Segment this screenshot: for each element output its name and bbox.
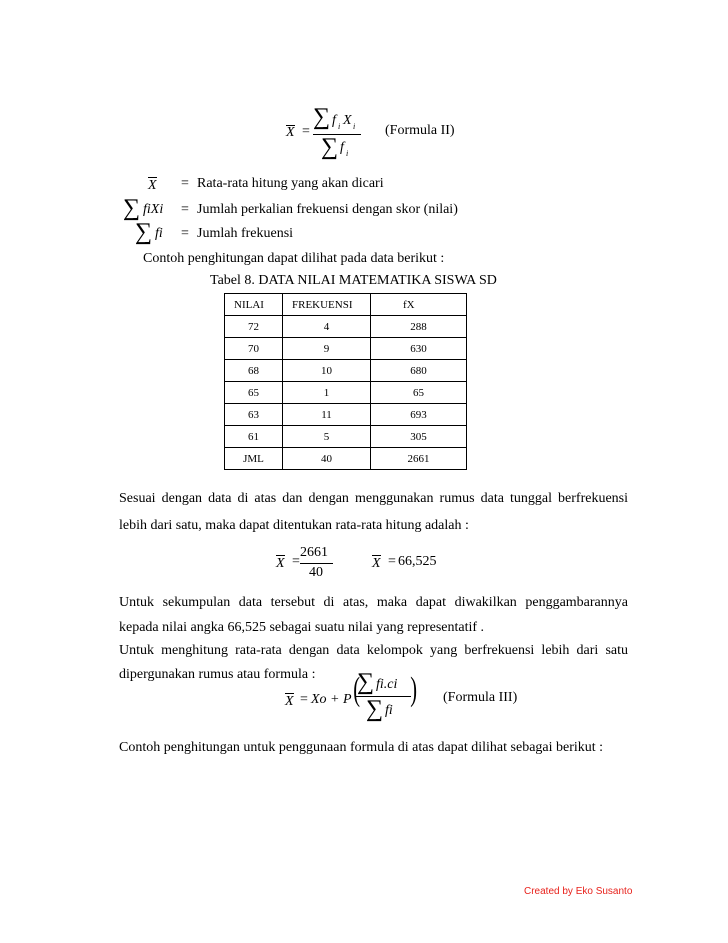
paragraph-2-line-2: kepada nilai angka 66,525 sebagai suatu nilai yang representatif .	[119, 620, 485, 635]
footer-credit: Created by Eko Susanto	[524, 886, 633, 897]
calc-numerator: 2661	[300, 545, 328, 560]
formula-3-right-paren: )	[410, 671, 418, 708]
formula-3-num-sum: ∑	[357, 669, 375, 695]
paragraph-1-line-1: Sesuai dengan data di atas dan dengan menggunakan rumus data tunggal berfrekuensi	[119, 491, 628, 506]
calc-result-lhs: X	[372, 556, 381, 571]
table-total-row	[225, 448, 467, 470]
table-cell: 305	[371, 426, 467, 448]
formula-3-terms: Xo + P	[311, 692, 352, 707]
legend-equals: =	[181, 226, 189, 241]
formula-2-num-x: X	[343, 113, 352, 128]
table-cell: 61	[225, 426, 283, 448]
table-row	[225, 426, 467, 448]
table-cell: 9	[283, 338, 371, 360]
table-cell: 680	[371, 360, 467, 382]
legend-symbol-x: X	[148, 178, 157, 193]
formula-3-label: (Formula III)	[443, 690, 518, 705]
paragraph-1-line-2: lebih dari satu, maka dapat ditentukan rata-rata hitung adalah :	[119, 518, 469, 533]
legend-text: Rata-rata hitung yang akan dicari	[197, 176, 384, 191]
table-row	[225, 382, 467, 404]
table-cell: 288	[371, 316, 467, 338]
formula-2-den-f: f	[340, 140, 344, 155]
calc-equals: =	[292, 554, 300, 569]
table-header-row	[225, 294, 467, 316]
table-cell: 72	[225, 316, 283, 338]
table-cell: 68	[225, 360, 283, 382]
table-cell: 5	[283, 426, 371, 448]
legend-sum-sign: ∑	[135, 219, 153, 245]
table-header-fx: fX	[371, 294, 467, 316]
table-row	[225, 360, 467, 382]
formula-3-equals: =	[300, 692, 308, 707]
table-cell: 4	[283, 316, 371, 338]
legend-text: Jumlah perkalian frekuensi dengan skor (nilai)	[197, 202, 458, 217]
paragraph-3-line-2: dipergunakan rumus atau formula :	[119, 667, 316, 682]
table-cell: 63	[225, 404, 283, 426]
formula-3-fraction-bar	[356, 696, 411, 697]
paragraph-2-line-1: Untuk sekumpulan data tersebut di atas, maka dapat diwakilkan penggambarannya	[119, 595, 628, 610]
table-cell: 693	[371, 404, 467, 426]
formula-3-denominator: fi	[385, 703, 393, 718]
calc-denominator: 40	[309, 565, 323, 580]
table-row	[225, 338, 467, 360]
calc-fraction-bar	[300, 563, 333, 564]
table-row	[225, 316, 467, 338]
table-cell: 10	[283, 360, 371, 382]
legend-symbol-fi: fi	[155, 226, 163, 241]
table-header-frekuensi: FREKUENSI	[283, 294, 371, 316]
legend-sum-sign: ∑	[123, 195, 141, 221]
table-row	[225, 404, 467, 426]
formula-3-den-sum: ∑	[366, 696, 384, 722]
formula-2-num-sum: ∑	[313, 104, 331, 130]
table-cell: 65	[371, 382, 467, 404]
formula-2-label: (Formula II)	[385, 123, 455, 138]
formula-2-den-sum: ∑	[321, 134, 339, 160]
formula-2-num-sub-i2: i	[353, 122, 356, 131]
table-header-nilai: NILAI	[225, 294, 283, 316]
table-cell: 65	[225, 382, 283, 404]
table-caption: Tabel 8. DATA NILAI MATEMATIKA SISWA SD	[210, 273, 497, 288]
formula-2-equals: =	[302, 124, 310, 139]
intro-text: Contoh penghitungan dapat dilihat pada data berikut :	[143, 251, 445, 266]
formula-3-numerator: fi.ci	[376, 677, 398, 692]
calc-lhs: X	[276, 556, 285, 571]
table-cell: 630	[371, 338, 467, 360]
formula-3-lhs: X	[285, 694, 294, 709]
table-cell: 40	[283, 448, 371, 470]
table-cell: JML	[225, 448, 283, 470]
legend-equals: =	[181, 176, 189, 191]
formula-3-left-paren: (	[353, 671, 361, 708]
calc-result-value: 66,525	[398, 554, 437, 569]
formula-2-num-sub-i: i	[338, 122, 341, 131]
table-cell: 1	[283, 382, 371, 404]
paragraph-3-line-1: Untuk menghitung rata-rata dengan data kelompok yang berfrekuensi lebih dari satu	[119, 643, 628, 658]
table-cell: 2661	[371, 448, 467, 470]
paragraph-4: Contoh penghitungan untuk penggunaan formula di atas dapat dilihat sebagai berikut :	[119, 740, 604, 755]
table-cell: 11	[283, 404, 371, 426]
legend-equals: =	[181, 202, 189, 217]
formula-2-num-f: f	[332, 113, 336, 128]
data-table	[224, 293, 467, 470]
legend-text: Jumlah frekuensi	[197, 226, 294, 241]
calc-result-equals: =	[388, 554, 396, 569]
formula-2-den-sub-i: i	[346, 149, 349, 158]
legend-symbol-fixi: fiXi	[143, 202, 164, 217]
table-cell: 70	[225, 338, 283, 360]
formula-2-lhs: X	[286, 125, 295, 140]
